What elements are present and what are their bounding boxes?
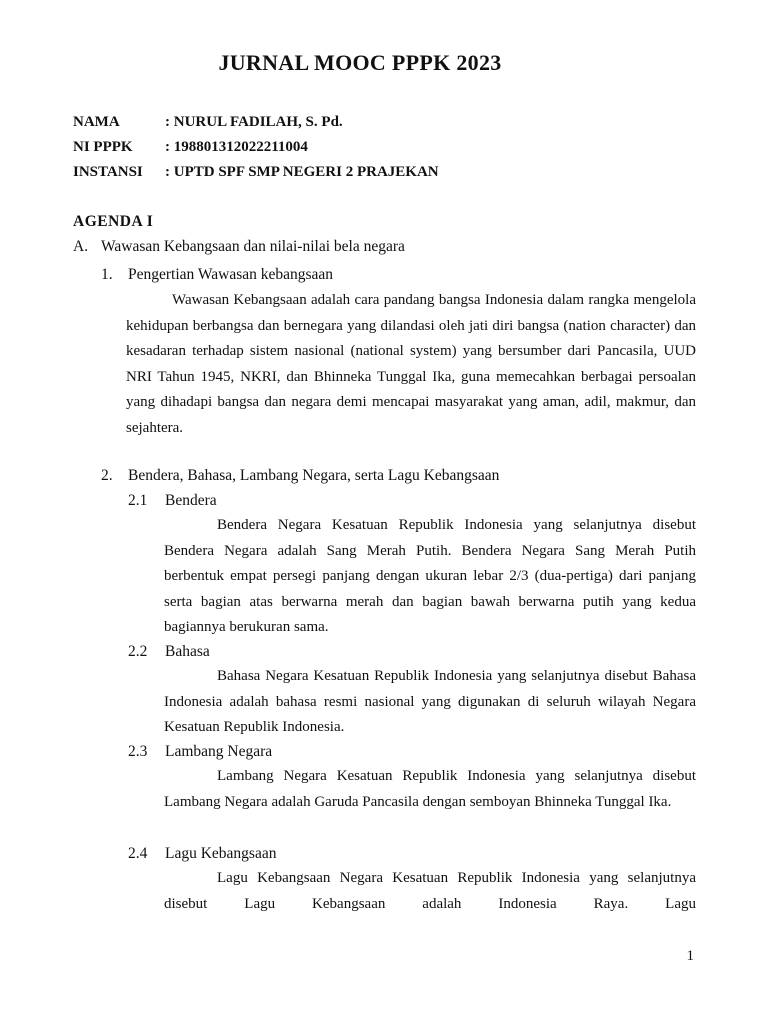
item-2-heading: Bendera, Bahasa, Lambang Negara, serta Lagu Kebangsaan <box>128 467 500 484</box>
sub-2-1-heading: Bendera <box>165 492 217 509</box>
identity-value: : NURUL FADILAH, S. Pd. <box>165 114 343 130</box>
sub-2-3-heading: Lambang Negara <box>165 743 273 760</box>
identity-row-nipppk <box>73 139 308 156</box>
sub-2-3-paragraph <box>164 764 696 815</box>
item-1-heading: Pengertian Wawasan kebangsaan <box>128 266 334 283</box>
identity-value: : 198801312022211004 <box>165 139 308 155</box>
identity-label: NI PPPK <box>73 139 133 155</box>
item-2-marker: 2. <box>101 467 113 484</box>
identity-label: INSTANSI <box>73 164 143 180</box>
section-a-marker: A. <box>73 238 89 255</box>
item-1-paragraph <box>126 288 696 441</box>
page-number: 1 <box>686 948 694 964</box>
sub-2-1-marker: 2.1 <box>128 492 148 509</box>
sub-2-4-marker: 2.4 <box>128 845 148 862</box>
item-1-body: Wawasan Kebangsaan adalah cara pandang bangsa Indonesia dalam rangka mengelola kehidupan berbangsa dan bernegara yang dilandasi oleh jati diri bangsa (nation character) dan kesadaran terhadap sistem nasional (national system) yang bersumber dari Pancasila, UUD NRI Tahun 1945, NKRI, dan Bhinneka Tunggal Ika, guna memecahkan berbagai persoalan yang dihadapi bangsa dan negara demi mencapai masyarakat yang aman, adil, makmur, dan sejahtera. <box>126 292 696 436</box>
item-1-marker: 1. <box>101 266 113 283</box>
sub-2-4-paragraph <box>164 866 696 917</box>
sub-2-4-heading: Lagu Kebangsaan <box>165 845 277 862</box>
section-a-heading: Wawasan Kebangsaan dan nilai-nilai bela negara <box>101 238 405 255</box>
sub-2-2-body: Bahasa Negara Kesatuan Republik Indonesia yang selanjutnya disebut Bahasa Indonesia adalah bahasa resmi nasional yang digunakan di seluruh wilayah Negara Kesatuan Republik Indonesia. <box>164 668 696 735</box>
sub-2-3-body: Lambang Negara Kesatuan Republik Indonesia yang selanjutnya disebut Lambang Negara adalah Garuda Pancasila dengan semboyan Bhinneka Tunggal Ika. <box>164 768 696 810</box>
sub-2-4-body: Lagu Kebangsaan Negara Kesatuan Republik Indonesia yang selanjutnya disebut Lagu Kebangsaan adalah Indonesia Raya. Lagu <box>164 870 696 912</box>
identity-row-nama <box>73 114 343 131</box>
identity-row-instansi <box>73 164 439 181</box>
agenda-heading: AGENDA I <box>73 213 154 230</box>
sub-2-1-paragraph <box>164 513 696 641</box>
identity-label: NAMA <box>73 114 120 130</box>
sub-2-2-paragraph <box>164 664 696 741</box>
sub-2-2-marker: 2.2 <box>128 643 148 660</box>
document-title: JURNAL MOOC PPPK 2023 <box>218 50 502 75</box>
sub-2-1-body: Bendera Negara Kesatuan Republik Indonesia yang selanjutnya disebut Bendera Negara adalah Sang Merah Putih. Bendera Negara Sang Merah Putih berbentuk empat persegi panjang dengan ukuran lebar 2/3 (dua-pertiga) dari panjang serta bagian atas berwarna merah dan bagian bawah berwarna putih yang kedua bagiannya berukuran sama. <box>164 517 696 635</box>
sub-2-3-marker: 2.3 <box>128 743 148 760</box>
sub-2-2-heading: Bahasa <box>165 643 210 660</box>
identity-value: : UPTD SPF SMP NEGERI 2 PRAJEKAN <box>165 164 439 180</box>
